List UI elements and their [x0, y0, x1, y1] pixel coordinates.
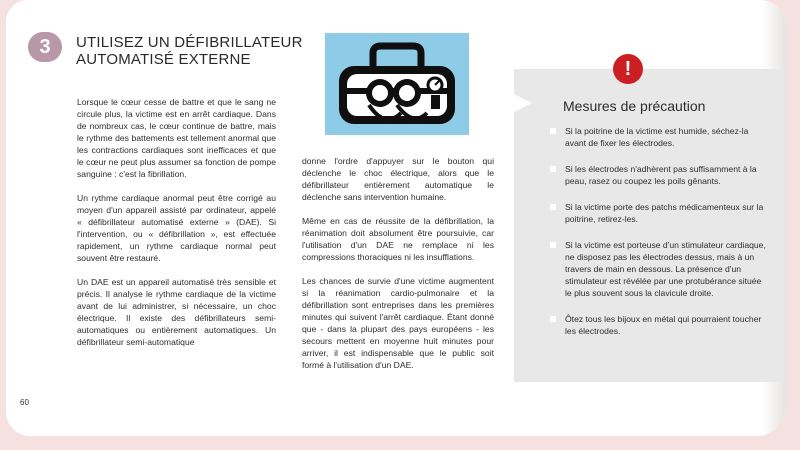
paragraph: Les chances de survie d'une victime augmentent si la réanimation cardio-pulmonaire et la défibrillation sont entreprises dans les premières minutes qui suivent l'arrêt cardiaque. Étant donné que - dans la plupart des pays européens - les secours mettent en moyenne huit minutes pour arriver, il est indispensable que le public soit formé à l'utilisation d'un DAE. — [302, 276, 494, 370]
bullet-square-icon — [550, 166, 556, 172]
text-column-2 — [302, 155, 494, 383]
bullet-square-icon — [550, 128, 556, 134]
paragraph: Un rythme cardiaque anormal peut être corrigé au moyen d'un appareil assisté par ordinateur, appelé « défibrillateur automatisé externe » (DAE). Si l'intervention, ou « défibrillation », est effectuée rapidement, un rythme cardiaque normal peut souvent être restauré. — [77, 193, 276, 263]
precautions-list — [550, 125, 768, 351]
paragraph: Lorsque le cœur cesse de battre et que le sang ne circule plus, la victime est en arrêt cardiaque. Dans de nombreux cas, le cœur continue de battre, mais le rythme des battements est tellement anormal que les contractions cardiaques sont inefficaces et que le cœur ne peut plus assumer sa fonction de pompe sanguine : c'est la fibrillation. — [77, 97, 276, 179]
panel-notch — [514, 94, 532, 112]
list-item-text: Ôtez tous les bijoux en métal qui pourraient toucher les électrodes. — [565, 314, 762, 336]
list-item-text: Si les électrodes n'adhèrent pas suffisamment à la peau, rasez ou coupez les poils gênants. — [565, 164, 757, 186]
list-item — [550, 313, 768, 337]
warning-icon: ! — [613, 54, 643, 84]
book-page — [6, 0, 786, 436]
list-item-text: Si la victime porte des patchs médicamenteux sur la poitrine, retirez-les. — [565, 202, 764, 224]
paragraph: donne l'ordre d'appuyer sur le bouton qui déclenche le choc électrique, alors que le défibrillateur entièrement automatique le déclenche sans intervention humaine. — [302, 156, 494, 202]
list-item — [550, 201, 768, 225]
paragraph: Même en cas de réussite de la défibrillation, la réanimation doit absolument être poursuivie, car l'utilisation d'un DAE ne remplace ni les compressions thoraciques ni les insufflations. — [302, 216, 494, 262]
chapter-title — [76, 34, 306, 68]
list-item-text: Si la poitrine de la victime est humide, séchez-la avant de fixer les électrodes. — [565, 126, 749, 148]
bullet-square-icon — [550, 316, 556, 322]
bullet-square-icon — [550, 242, 556, 248]
page-number: 60 — [20, 398, 29, 407]
precautions-title: Mesures de précaution — [563, 98, 706, 114]
chapter-title-line-2: AUTOMATISÉ EXTERNE — [76, 51, 251, 68]
text-column-1 — [77, 96, 276, 360]
paragraph: Un DAE est un appareil automatisé très sensible et précis. Il analyse le rythme cardiaque de la victime avant de lui administrer, si nécessaire, un choc électrique. Il existe des défibrillateurs semi-automatiques ou entièrement automatiques. Un défibrillateur semi-automatique — [77, 277, 276, 347]
list-item-text: Si la victime est porteuse d'un stimulateur cardiaque, ne disposez pas les électrodes dessus, mais à un travers de main en dessous. La présence d'un stimulateur est révélée par une protubérance située le plus souvent sous la clavicule droite. — [565, 240, 766, 298]
bullet-square-icon — [550, 204, 556, 210]
chapter-number-badge: 3 — [28, 32, 62, 62]
defibrillator-illustration — [325, 33, 469, 135]
chapter-title-line-1: UTILISEZ UN DÉFIBRILLATEUR — [76, 34, 303, 51]
defibrillator-icon — [325, 33, 469, 135]
list-item — [550, 163, 768, 187]
list-item — [550, 239, 768, 299]
list-item — [550, 125, 768, 149]
